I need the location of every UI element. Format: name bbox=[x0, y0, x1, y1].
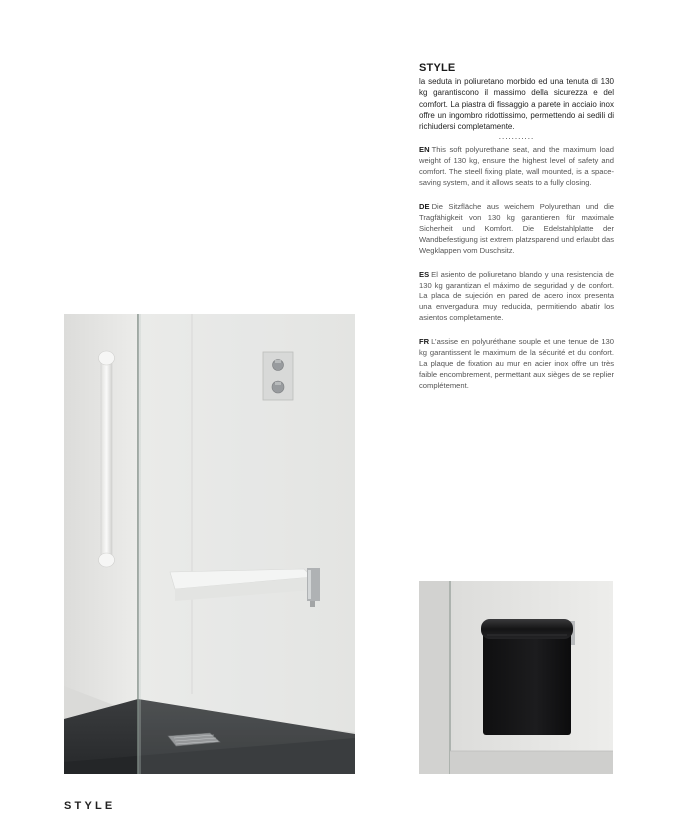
paragraph-en bbox=[419, 145, 614, 189]
black-seat bbox=[481, 619, 575, 735]
lang-code: FR bbox=[419, 337, 430, 347]
section-title: STYLE bbox=[419, 62, 456, 74]
paragraph-de bbox=[419, 202, 614, 257]
paragraph-text: El asiento de poliuretano blando y una resistencia de 130 kg garantizan el máximo de seguridad y de confort. La placa de sujeción en pared de acero inox presenta una envergadura muy reducida, permitiendo abatir los asientos completamente. bbox=[419, 269, 614, 323]
paragraph-es bbox=[419, 270, 614, 325]
paragraph-text: This soft polyurethane seat, and the maximum load weight of 130 kg, ensure the highest level of safety and comfort. The steell fixing plate, wall mounted, is a space-saving system, and it allows seats to a fully closing. bbox=[419, 145, 614, 188]
folded-seat-illustration bbox=[419, 581, 613, 774]
text-column bbox=[419, 62, 614, 405]
shower-scene-illustration bbox=[64, 314, 355, 774]
paragraph-text: L’assise en polyuréthane souple et une tenue de 130 kg garantissent le maximum de la sécurité et du confort. La plaque de fixation au mur en acier inox offre un très faible encombrement, permettant aux sièges de se replier complétement. bbox=[419, 337, 614, 390]
separator: ........... bbox=[498, 132, 535, 142]
lang-code: ES bbox=[419, 269, 430, 279]
footer-title: STYLE bbox=[64, 800, 116, 812]
shower-seat-photo bbox=[64, 314, 355, 774]
paragraph-text: Die Sitzfläche aus weichem Polyurethan und die Tragfähigkeit von 130 kg garantieren für maximale Sicherheit und Komfort. Die Edelstahlplatte der Wandbefestigung ist extrem platzsparend und erlaubt das Wegklappen vom Duschsitz. bbox=[419, 202, 614, 255]
black-folded-seat-photo bbox=[419, 581, 613, 774]
lang-code: EN bbox=[419, 145, 430, 155]
lang-code: DE bbox=[419, 202, 430, 212]
intro-italian: la seduta in poliuretano morbido ed una tenuta di 130 kg garantiscono il massimo della sicurezza e del comfort. La piastra di fissaggio a parete in acciaio inox offre un ingombro ridottissimo, permettendo ai sedili di richiudersi completamente. bbox=[419, 77, 614, 132]
grab-bar bbox=[99, 351, 115, 567]
paragraph-fr bbox=[419, 337, 614, 392]
